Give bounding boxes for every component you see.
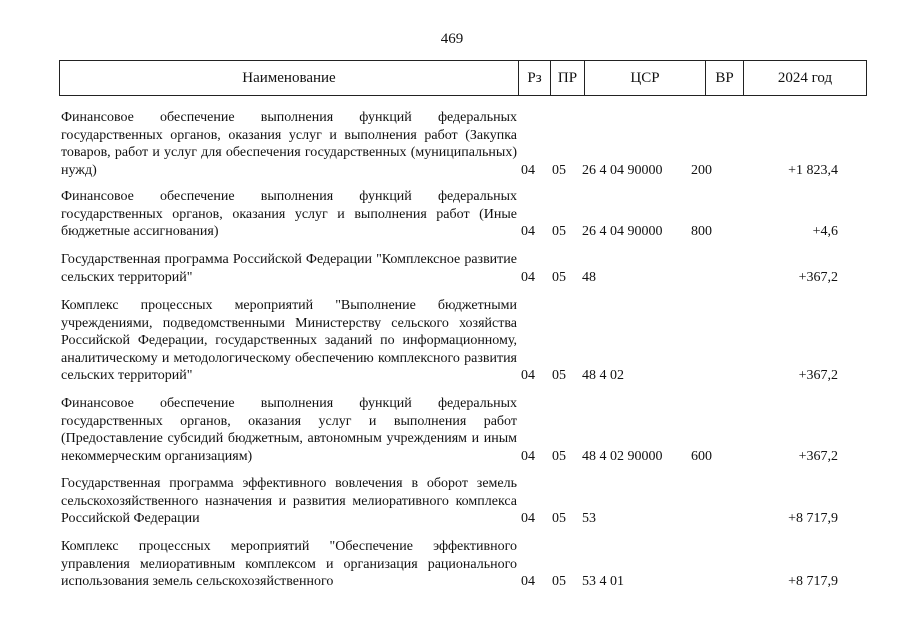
row-rz: 04 (521, 448, 535, 464)
row-rz: 04 (521, 574, 535, 590)
header-name: Наименование (60, 61, 519, 95)
row-csr: 48 4 02 90000 (582, 448, 663, 464)
row-pr: 05 (552, 224, 566, 240)
row-pr: 05 (552, 269, 566, 285)
row-csr: 53 (582, 511, 596, 527)
row-csr: 48 4 02 (582, 368, 624, 384)
row-name: Финансовое обеспечение выполнения функций федеральных государственных органов, оказания услуг и выполнения работ (Закупка товаров, работ и услуг для обеспечения государственных (муниципальных) нужд) (61, 110, 517, 178)
row-vr: 600 (691, 448, 712, 464)
row-pr: 05 (552, 448, 566, 464)
row-csr: 26 4 04 90000 (582, 224, 663, 240)
row-pr: 05 (552, 162, 566, 178)
row-name: Государственная программа эффективного вовлечения в оборот земель сельскохозяйственного назначения и развития мелиоративного комплекса Российской Федерации (61, 476, 517, 527)
row-rz: 04 (521, 224, 535, 240)
header-pr: ПР (551, 61, 585, 95)
row-amount: +8 717,9 (788, 511, 838, 527)
row-vr: 800 (691, 224, 712, 240)
row-amount: +8 717,9 (788, 574, 838, 590)
row-name: Комплекс процессных мероприятий "Обеспечение эффективного управления мелиоративным комплексом и организация рационального использования земель сельскохозяйственного (61, 539, 517, 590)
page-number: 469 (440, 31, 464, 47)
row-rz: 04 (521, 162, 535, 178)
row-rz: 04 (521, 269, 535, 285)
row-name: Финансовое обеспечение выполнения функций федеральных государственных органов, оказания услуг и выполнения работ (Иные бюджетные ассигнования) (61, 189, 517, 240)
header-rz: Рз (519, 61, 551, 95)
row-amount: +367,2 (798, 448, 838, 464)
row-csr: 26 4 04 90000 (582, 162, 663, 178)
row-vr: 200 (691, 162, 712, 178)
table-header (59, 60, 867, 96)
row-amount: +1 823,4 (788, 162, 838, 178)
header-year: 2024 год (777, 70, 833, 86)
row-name: Государственная программа Российской Федерации "Комплексное развитие сельских территорий" (61, 252, 517, 285)
row-amount: +367,2 (798, 368, 838, 384)
header-vr: ВР (706, 61, 744, 95)
row-amount: +4,6 (812, 224, 838, 240)
row-csr: 53 4 01 (582, 574, 624, 590)
row-csr: 48 (582, 269, 596, 285)
row-name: Комплекс процессных мероприятий "Выполнение бюджетными учреждениями, подведомственными Министерству сельского хозяйства Российской Федерации, государственных заданий по информационному, аналитическому и методологическому обеспечению комплексного развития сельских территорий" (61, 298, 517, 384)
row-rz: 04 (521, 511, 535, 527)
row-pr: 05 (552, 511, 566, 527)
header-csr: ЦСР (585, 61, 706, 95)
row-rz: 04 (521, 368, 535, 384)
row-name: Финансовое обеспечение выполнения функций федеральных государственных органов, оказания услуг и выполнения работ (Предоставление субсидий бюджетным, автономным учреждениям и иным некоммерческим организациям) (61, 396, 517, 464)
row-amount: +367,2 (798, 269, 838, 285)
row-pr: 05 (552, 574, 566, 590)
row-pr: 05 (552, 368, 566, 384)
